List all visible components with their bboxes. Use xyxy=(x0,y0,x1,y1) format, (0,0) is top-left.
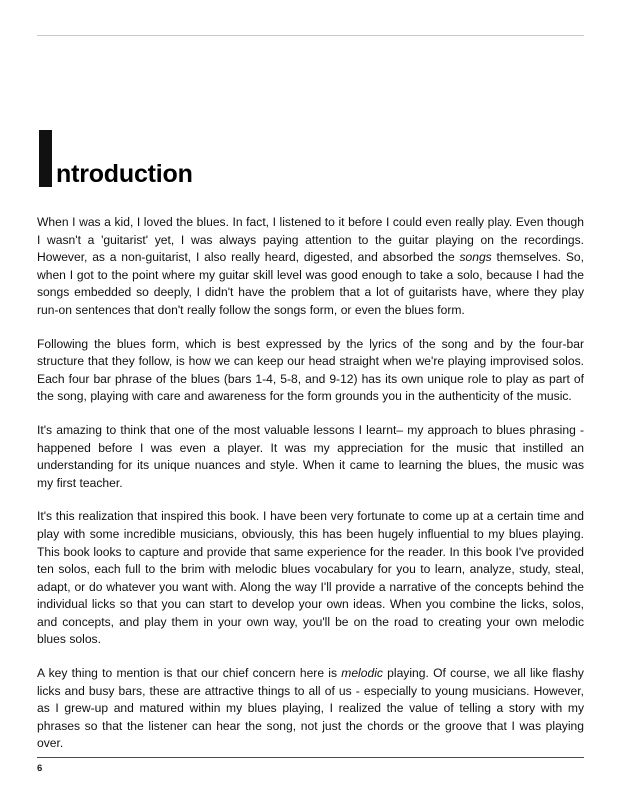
text-run: Following the blues form, which is best expressed by the lyrics of the song and by the four-bar structure that they follow, is how we can keep our head straight when we're playing improvised solos. Each four bar phrase of the blues (bars 1-4, 5-8, and 9-12) has its own unique role to play as part of the song, playing with care and awareness for the form grounds you in the authenticity of the music. xyxy=(37,336,584,404)
paragraph-3 xyxy=(37,422,584,492)
text-run: themselves. So, when I got to the point where my guitar skill level was good enough to take a solo, because I had the songs embedded so deeply, I didn't have the problem that a lot of guitarists have, where they play run-on sentences that don't really follow the songs form, or even the blues form. xyxy=(37,250,584,317)
page-title-text: ntroduction xyxy=(56,160,193,188)
page-title xyxy=(37,130,584,192)
text-run: It's amazing to think that one of the most valuable lessons I learnt– my approach to blues phrasing - happened before I was even a player. It was my appreciation for the music that instilled an understanding for its unique nuances and style. When it came to learning the blues, the music was my first teacher. xyxy=(37,422,584,490)
text-run: playing. Of course, we all like flashy licks and busy bars, these are attractive things to all of us - especially to young musicians. However, as I grew-up and matured within my blues playing, I realized the value of telling a story with my phrases so that the listener can hear the song, not just the chords or the groove that I was playing over. xyxy=(37,666,584,751)
paragraph-2 xyxy=(37,336,584,406)
page-content xyxy=(37,130,584,753)
emphasis-text: melodic xyxy=(341,666,383,681)
paragraph-4 xyxy=(37,508,584,649)
page-number: 6 xyxy=(37,763,43,774)
footer-divider xyxy=(37,757,584,758)
text-run: A key thing to mention is that our chief concern here is xyxy=(37,666,342,681)
paragraph-1 xyxy=(37,214,584,320)
header-divider xyxy=(37,35,584,36)
paragraph-5 xyxy=(37,665,584,753)
text-run: When I was a kid, I loved the blues. In fact, I listened to it before I could even really play. Even though I wasn't a 'guitarist' yet, I was always paying attention to the guitar playing on the recordings. However, as a non-guitarist, I also really heard, digested, and absorbed the xyxy=(37,215,584,265)
emphasis-text: songs xyxy=(459,250,492,265)
dropcap-letter-i xyxy=(39,130,52,187)
text-run: It's this realization that inspired this book. I have been very fortunate to come up at a certain time and play with some incredible musicians, obviously, this has been hugely influential to my blues playing. This book looks to capture and provide that same experience for the reader. In this book I've provided ten solos, each full to the brim with melodic blues vocabulary for you to learn, analyze, study, steal, adapt, or do whatever you want with. Along the way I'll provide a narrative of the concepts behind the individual licks so that you can start to develop your own ideas. When you combine the licks, solos, and concepts, and play them in your own way, you'll be on the road to creating your own melodic blues solos. xyxy=(37,509,584,647)
